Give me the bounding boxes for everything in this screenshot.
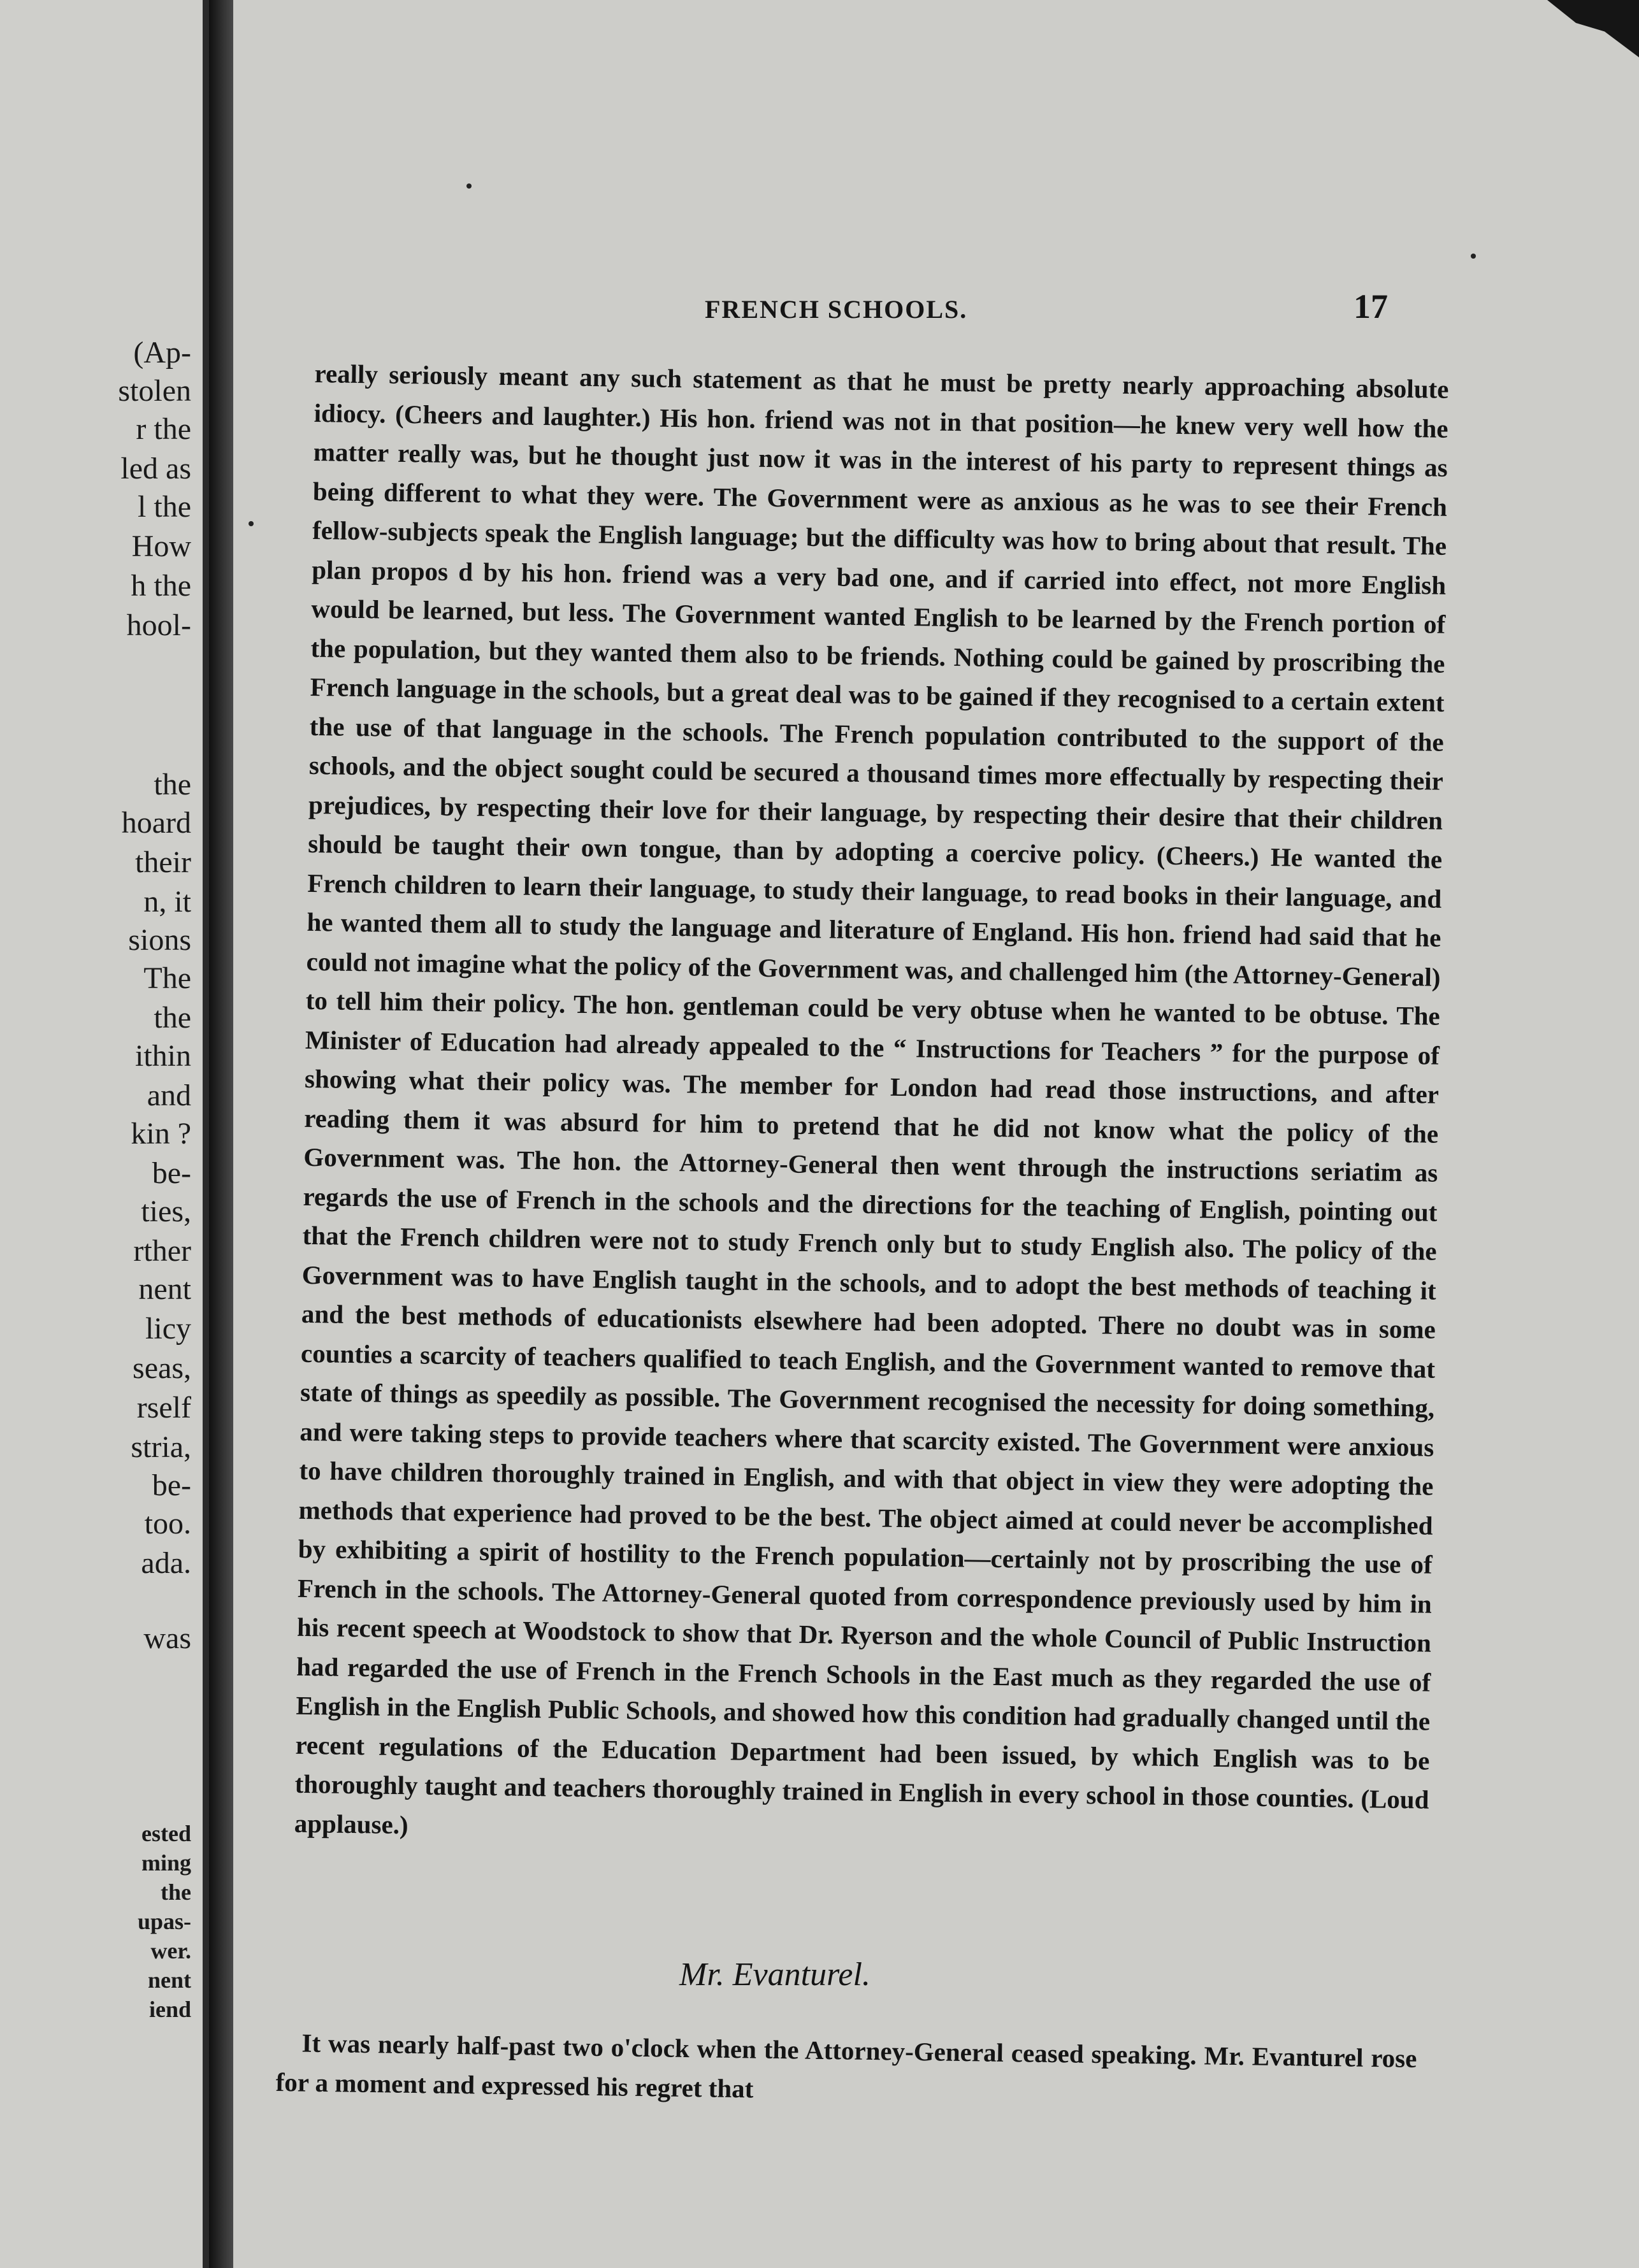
- left-text-fragment: How: [131, 529, 191, 563]
- left-text-fragment: stria,: [131, 1430, 191, 1464]
- left-text-fragment: stolen: [118, 374, 191, 408]
- left-text-fragment: n, it: [143, 885, 191, 919]
- print-speck: [466, 183, 472, 189]
- body-text-block: [294, 354, 1448, 1859]
- book-gutter: [209, 0, 233, 2268]
- left-footnote-fragment: nent: [147, 1967, 191, 1993]
- print-speck: [1471, 254, 1476, 259]
- left-text-fragment: and: [147, 1079, 191, 1112]
- left-text-fragment: ithin: [134, 1039, 191, 1073]
- running-title: FRENCH SCHOOLS.: [705, 295, 968, 324]
- left-text-fragment: l the: [138, 490, 191, 524]
- left-page-fragment: [0, 0, 209, 2268]
- left-text-fragment: the: [154, 1001, 191, 1035]
- page-number: 17: [1354, 287, 1388, 326]
- left-footnote-fragment: ested: [141, 1821, 191, 1846]
- section-paragraph: It was nearly half-past two o'clock when the Attorney-General ceased speaking. Mr. Evanturel rose for a moment and expressed his regret that: [275, 2028, 1417, 2103]
- left-text-fragment: led as: [120, 452, 191, 485]
- left-footnote-fragment: upas-: [137, 1909, 191, 1934]
- left-text-fragment: seas,: [133, 1351, 191, 1385]
- body-paragraph: really seriously meant any such statement as that he must be pretty nearly approaching absolute idiocy. (Cheers and laughter.) His hon. friend was not in that position—he knew very well how the matter really was, but he thought just now it was in the interest of his party to represent things as being different to what they were. The Government were as anxious as he was to see their French fellow-subjects speak the English language; but the difficulty was how to bring about that result. The plan propos d by his hon. friend was a very bad one, and if carried into effect, not more English would be learned, but less. The Government wanted English to be learned by the French portion of the population, but they wanted them also to be friends. Nothing could be gained by proscribing the French language in the schools, but a great deal was to be gained if they recognised to a certain extent the use of that language in the schools. The French population contributed to the support of the schools, and the object sought could be secured a thousand times more effectually by respecting their prejudices, by respecting their love for their language, by respecting their desire that their children should be taught their own tongue, than by adopting a coercive policy. (Cheers.) He wanted the French children to learn their language, to study their language, to read books in their language, and he wanted them all to study the language and literature of England. His hon. friend had said that he could not imagine what the policy of the Government was, and challenged him (the Attorney-General) to tell him their policy. The hon. gentleman could be very obtuse when he wanted to be obtuse. The Minister of Education had already appealed to the “ Instructions for Teachers ” for the purpose of showing what their policy was. The member for London had read those instructions, and after reading them it was absurd for him to pretend that he did not know what the policy of the Government was. The hon. the Attorney-General then went through the instructions seriatim as regards the use of French in the schools and the directions for the teaching of English, pointing out that the French children were not to study French only but to study English also. The policy of the Government was to have English taught in the schools, and to adopt the best methods of teaching it and the best methods of educationists elsewhere had been adopted. There no doubt was in some counties a scarcity of teachers qualified to teach English, and the Government wanted to remove that state of things as speedily as possible. The Government recognised the necessity for doing something, and were taking steps to provide teachers where that scarcity existed. The Government were anxious to have children thoroughly trained in English, and with that object in view they were adopting the methods that experience had proved to be the best. The object aimed at could never be accomplished by exhibiting a spirit of hostility to the French population—certainly not by proscribing the use of French in the schools. The Attorney-General quoted from correspondence previously used by him in his recent speech at Woodstock to show that Dr. Ryerson and the whole Council of Public Instruction had regarded the use of French in the French Schools in the East much as they regarded the use of English in the English Public Schools, and showed how this condition had gradually changed until the recent regulations of the Education Department had been issued, by which English was to be thoroughly taught and teachers thoroughly trained in English in every school in those counties. (Loud applause.): [294, 358, 1449, 1839]
- left-text-fragment: be-: [152, 1156, 191, 1190]
- left-text-fragment: nent: [138, 1272, 191, 1306]
- section-heading: Mr. Evanturel.: [679, 1956, 870, 1993]
- left-text-fragment: The: [143, 961, 191, 995]
- left-text-fragment: ada.: [141, 1546, 191, 1580]
- left-text-fragment: ties,: [141, 1195, 191, 1228]
- left-footnote-fragment: ming: [141, 1850, 191, 1876]
- left-text-fragment: was: [143, 1621, 191, 1655]
- left-text-fragment: r the: [136, 412, 191, 446]
- left-text-fragment: (Ap-: [133, 336, 191, 370]
- left-text-fragment: h the: [131, 569, 191, 603]
- left-text-fragment: their: [135, 845, 191, 879]
- left-footnote-fragment: wer.: [150, 1938, 191, 1963]
- left-text-fragment: hool-: [126, 608, 191, 642]
- left-text-fragment: the: [154, 768, 191, 801]
- left-text-fragment: be-: [152, 1468, 191, 1502]
- left-text-fragment: sions: [128, 923, 191, 957]
- left-text-fragment: licy: [145, 1312, 191, 1346]
- left-text-fragment: hoard: [121, 806, 191, 840]
- left-footnote-fragment: iend: [148, 1997, 191, 2022]
- print-speck: [249, 521, 254, 526]
- left-text-fragment: kin ?: [131, 1117, 191, 1151]
- left-text-fragment: rself: [136, 1391, 191, 1425]
- left-footnote-fragment: the: [161, 1879, 191, 1905]
- left-text-fragment: rther: [133, 1234, 191, 1268]
- left-text-fragment: too.: [144, 1507, 191, 1540]
- right-page: [233, 0, 1639, 2268]
- torn-corner: [1524, 0, 1639, 57]
